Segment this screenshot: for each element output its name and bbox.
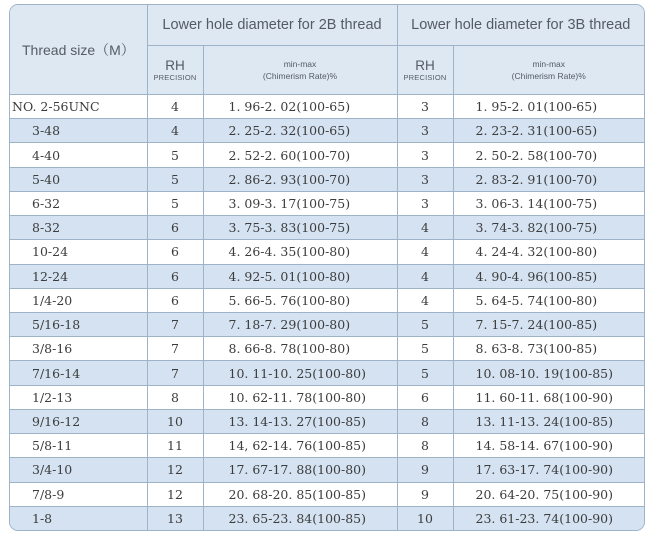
thread-size-cell: 5-40 [10,167,147,191]
rh-2b-cell: 5 [147,167,203,191]
table-row [10,482,644,506]
precision-label: PRECISION [403,73,447,82]
thread-size-cell: NO. 2-56UNC [10,95,147,119]
range-3b-cell: 2. 50-2. 58(100-70) [453,143,644,167]
range-2b-cell: 4. 92-5. 01(100-80) [203,264,397,288]
rh-3b-cell: 4 [397,240,453,264]
range-3b-cell: 11. 60-11. 68(100-90) [453,385,644,409]
header-2b-group: Lower hole diameter for 2B thread [147,5,397,46]
table-row [10,167,644,191]
minmax-label: min-max [283,59,317,69]
table-row [10,95,644,119]
thread-size-cell: 6-32 [10,191,147,215]
minmax-label: min-max [532,59,566,69]
precision-label: PRECISION [153,73,197,82]
range-2b-cell: 2. 52-2. 60(100-70) [203,143,397,167]
rh-2b-cell: 6 [147,264,203,288]
header-2b-rh [147,46,203,95]
table-row [10,434,644,458]
rh-3b-cell: 4 [397,264,453,288]
range-3b-cell: 1. 95-2. 01(100-65) [453,95,644,119]
range-3b-cell: 23. 61-23. 74(100-90) [453,506,644,530]
table-row [10,288,644,312]
range-2b-cell: 10. 11-10. 25(100-80) [203,361,397,385]
header-3b-minmax [453,46,644,95]
table-body [10,95,644,531]
header-2b-minmax [203,46,397,95]
range-2b-cell: 4. 26-4. 35(100-80) [203,240,397,264]
thread-size-cell: 4-40 [10,143,147,167]
rh-3b-cell: 3 [397,143,453,167]
rh-3b-cell: 10 [397,506,453,530]
range-2b-cell: 7. 18-7. 29(100-80) [203,312,397,336]
rh-2b-cell: 12 [147,482,203,506]
rh-3b-cell: 8 [397,434,453,458]
rh-3b-cell: 5 [397,337,453,361]
table-row [10,361,644,385]
range-2b-cell: 20. 68-20. 85(100-85) [203,482,397,506]
range-3b-cell: 2. 83-2. 91(100-70) [453,167,644,191]
header-3b-group: Lower hole diameter for 3B thread [397,5,644,46]
thread-size-cell: 5/8-11 [10,434,147,458]
range-2b-cell: 14, 62-14. 76(100-85) [203,434,397,458]
rh-3b-cell: 3 [397,119,453,143]
header-thread-size: Thread size（M） [10,5,147,95]
rh-3b-cell: 9 [397,482,453,506]
rh-2b-cell: 7 [147,337,203,361]
rh-3b-cell: 8 [397,409,453,433]
rh-2b-cell: 4 [147,95,203,119]
range-2b-cell: 2. 86-2. 93(100-70) [203,167,397,191]
chimerism-label: (Chimerism Rate)% [511,71,586,81]
table-row [10,337,644,361]
header-3b-rh [397,46,453,95]
rh-3b-cell: 9 [397,458,453,482]
range-2b-cell: 3. 09-3. 17(100-75) [203,191,397,215]
table-row [10,119,644,143]
rh-2b-cell: 5 [147,191,203,215]
rh-3b-cell: 6 [397,385,453,409]
table-row [10,385,644,409]
rh-2b-cell: 11 [147,434,203,458]
rh-2b-cell: 6 [147,288,203,312]
range-2b-cell: 1. 96-2. 02(100-65) [203,95,397,119]
range-3b-cell: 4. 90-4. 96(100-85) [453,264,644,288]
thread-size-cell: 3/8-16 [10,337,147,361]
table-row [10,312,644,336]
rh-3b-cell: 4 [397,216,453,240]
range-2b-cell: 10. 62-11. 78(100-80) [203,385,397,409]
thread-size-cell: 10-24 [10,240,147,264]
range-3b-cell: 3. 74-3. 82(100-75) [453,216,644,240]
range-3b-cell: 2. 23-2. 31(100-65) [453,119,644,143]
chimerism-label: (Chimerism Rate)% [262,71,338,81]
range-2b-cell: 8. 66-8. 78(100-80) [203,337,397,361]
rh-3b-cell: 3 [397,167,453,191]
range-3b-cell: 20. 64-20. 75(100-90) [453,482,644,506]
range-3b-cell: 7. 15-7. 24(100-85) [453,312,644,336]
thread-size-cell: 8-32 [10,216,147,240]
thread-size-cell: 1-8 [10,506,147,530]
rh-2b-cell: 5 [147,143,203,167]
thread-size-cell: 3/4-10 [10,458,147,482]
table-row [10,143,644,167]
range-3b-cell: 13. 11-13. 24(100-85) [453,409,644,433]
thread-size-cell: 3-48 [10,119,147,143]
thread-table-frame [9,4,645,531]
rh-2b-cell: 6 [147,240,203,264]
range-3b-cell: 14. 58-14. 67(100-90) [453,434,644,458]
thread-size-cell: 7/8-9 [10,482,147,506]
table-row [10,191,644,215]
range-3b-cell: 10. 08-10. 19(100-85) [453,361,644,385]
rh-2b-cell: 8 [147,385,203,409]
rh-2b-cell: 13 [147,506,203,530]
range-2b-cell: 13. 14-13. 27(100-85) [203,409,397,433]
thread-size-cell: 9/16-12 [10,409,147,433]
rh-2b-cell: 6 [147,216,203,240]
rh-3b-cell: 5 [397,312,453,336]
range-2b-cell: 3. 75-3. 83(100-75) [203,216,397,240]
rh-2b-cell: 10 [147,409,203,433]
thread-hole-table [10,5,644,530]
range-3b-cell: 8. 63-8. 73(100-85) [453,337,644,361]
rh-2b-cell: 12 [147,458,203,482]
rh-3b-cell: 5 [397,361,453,385]
rh-3b-cell: 4 [397,288,453,312]
rh-3b-cell: 3 [397,191,453,215]
thread-size-cell: 1/2-13 [10,385,147,409]
table-row [10,216,644,240]
table-row [10,458,644,482]
rh-2b-cell: 7 [147,312,203,336]
rh-2b-cell: 7 [147,361,203,385]
table-row [10,240,644,264]
table-row [10,264,644,288]
range-2b-cell: 17. 67-17. 88(100-80) [203,458,397,482]
thread-size-cell: 12-24 [10,264,147,288]
thread-size-cell: 7/16-14 [10,361,147,385]
rh-2b-cell: 4 [147,119,203,143]
rh-label: RH [415,58,435,73]
range-2b-cell: 23. 65-23. 84(100-85) [203,506,397,530]
table-row [10,409,644,433]
range-2b-cell: 5. 66-5. 76(100-80) [203,288,397,312]
thread-size-cell: 5/16-18 [10,312,147,336]
rh-3b-cell: 3 [397,95,453,119]
range-3b-cell: 4. 24-4. 32(100-80) [453,240,644,264]
thread-size-cell: 1/4-20 [10,288,147,312]
table-row [10,506,644,530]
range-3b-cell: 17. 63-17. 74(100-90) [453,458,644,482]
rh-label: RH [165,58,185,73]
range-2b-cell: 2. 25-2. 32(100-65) [203,119,397,143]
range-3b-cell: 5. 64-5. 74(100-80) [453,288,644,312]
range-3b-cell: 3. 06-3. 14(100-75) [453,191,644,215]
